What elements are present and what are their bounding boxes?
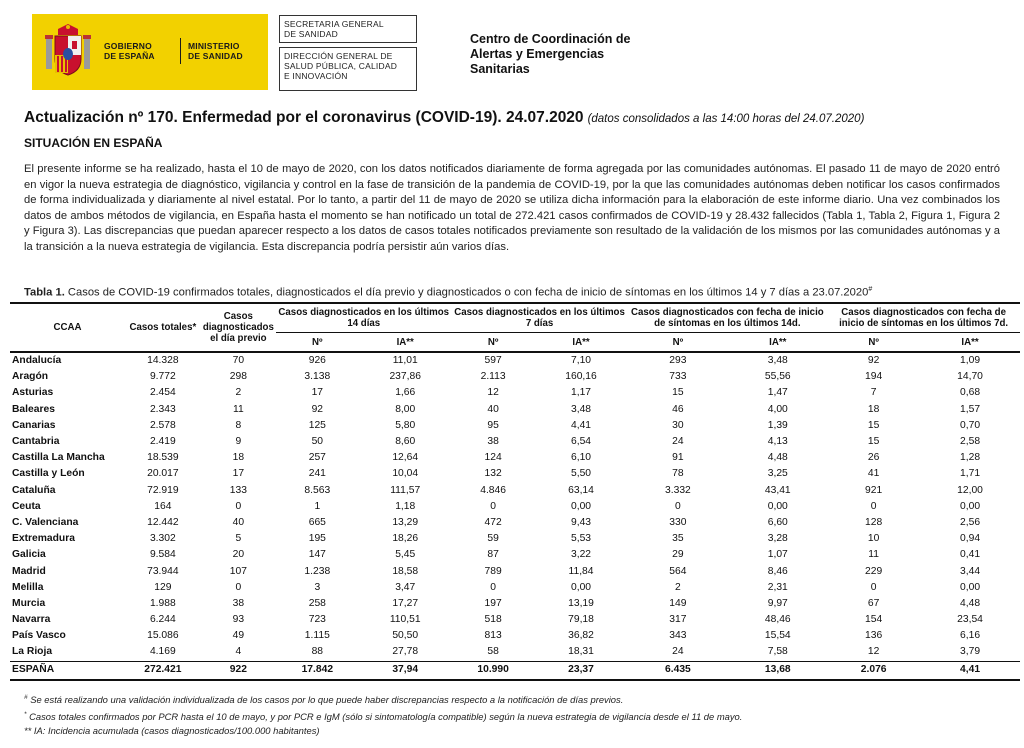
value-cell: 241	[308, 468, 326, 480]
value-cell: 35	[672, 533, 684, 545]
logo-divider	[180, 38, 181, 64]
ccaa-cell: Andalucía	[12, 355, 62, 367]
footnote-mark: *	[24, 710, 27, 718]
value-cell: 18.539	[147, 452, 179, 464]
value-cell: 5,45	[395, 549, 416, 561]
table-row	[10, 628, 1020, 644]
value-cell: 23,54	[957, 614, 983, 626]
value-cell: 0	[675, 500, 681, 512]
value-cell: 194	[865, 371, 883, 383]
total-value-cell: 17.842	[276, 661, 359, 680]
value-cell: 0,00	[960, 500, 981, 512]
value-cell: 0	[490, 581, 496, 593]
value-cell: 6,16	[960, 630, 981, 642]
value-cell: 5,80	[395, 419, 416, 431]
footnote	[24, 691, 742, 708]
ccaa-cell: Aragón	[12, 371, 49, 383]
value-cell: 293	[669, 355, 687, 367]
value-cell: 50	[311, 436, 324, 448]
value-cell: 55,56	[764, 371, 791, 383]
sub-ia-header: IA**	[920, 333, 1020, 353]
ccaa-cell: C. Valenciana	[12, 516, 79, 528]
direccion-box: DIRECCIÓN GENERAL DE SALUD PÚBLICA, CALIDAD E INNOVACIÓN	[279, 47, 417, 91]
total-value-cell: 272.421	[125, 661, 201, 680]
total-row	[10, 661, 1020, 680]
ccaa-cell: Murcia	[12, 597, 46, 609]
value-cell: 813	[484, 630, 502, 642]
value-cell: 15	[867, 436, 880, 448]
table-row	[10, 483, 1020, 499]
value-cell: 72.919	[147, 484, 179, 496]
value-cell: 18	[232, 452, 245, 464]
value-cell: 12,64	[392, 452, 419, 464]
value-cell: 12,00	[957, 484, 983, 496]
value-cell: 27,78	[359, 644, 452, 661]
ministry-label: MINISTERIO DE SANIDAD	[188, 41, 243, 61]
value-cell: 125	[308, 419, 326, 431]
intro-paragraph: El presente informe se ha realizado, hasta el 10 de mayo de 2020, con los datos notificados diariamente de forma agregada por las comunidades autónomas. El pasado 11 de mayo de 2020 entró en vigor la nueva estrategia de diagnóstico, vigilancia y control en la fase de transición de la pandemia de COVID-19, por la que las comunidades autónomas deben notificar los casos confirmados de forma individualizada y diariamente al nivel estatal. Por lo tanto, a partir del 11 de mayo de 2020 se utiliza dicha información para la elaboración de este informe diario. Una vez combinados los datos de ambos métodos de vigilancia, en España hasta el momento se han notificado un total de 272.421 casos confirmados de COVID-19 y 28.432 fallecidos (Tabla 1, Tabla 2, Figura 1, Figura 2 y Figura 3). Las discrepancias que puedan aparecer respecto a los datos de casos totales notificados previamente son resultado de la validación de los mismos por las comunidades autónomas y a la transición a la nueva estrategia de vigilancia. Esta discrepancia podría persistir aún varios días.	[24, 163, 1000, 253]
value-cell: 1.238	[304, 565, 331, 577]
value-cell: 18,31	[535, 644, 628, 661]
gov-spain-label: GOBIERNO DE ESPAÑA	[104, 41, 155, 61]
value-cell: 14.328	[147, 355, 179, 367]
ccaa-cell: Extremadura	[12, 533, 75, 545]
table-caption-text: Casos de COVID-19 confirmados totales, diagnosticados el día previo y diagnosticados o con fecha de inicio de síntomas en los últimos 14 y 7 días a 23.07.2020	[64, 286, 869, 299]
title-main: Actualización nº 170. Enfermedad por el coronavirus (COVID-19). 24.07.2020	[24, 109, 584, 126]
value-cell: 4	[201, 644, 276, 661]
value-cell: 24	[627, 644, 728, 661]
total-value-cell: 10.990	[452, 661, 535, 680]
total-value-cell: 2.076	[827, 661, 920, 680]
value-cell: 29	[672, 549, 684, 561]
value-cell: 3	[314, 581, 321, 593]
value-cell: 10,04	[392, 468, 419, 480]
value-cell: 20	[232, 549, 245, 561]
ccaa-cell: Asturias	[12, 387, 54, 399]
value-cell: 8,46	[767, 565, 788, 577]
footnote-text: Casos totales confirmados por PCR hasta el 10 de mayo, y por PCR e IgM (sólo si sintomatología compatible) según la nueva estrategia de vigilancia desde el 11 de mayo.	[26, 710, 743, 722]
value-cell: 8,00	[395, 403, 416, 415]
table-row	[10, 580, 1020, 596]
sub-ia-header: IA**	[535, 333, 628, 353]
value-cell: 38	[232, 597, 245, 609]
value-cell: 0,68	[960, 387, 981, 399]
cases-table	[10, 302, 1020, 681]
table-row	[10, 369, 1020, 385]
value-cell: 9	[235, 436, 242, 448]
value-cell: 79,18	[568, 614, 594, 626]
value-cell: 111,57	[390, 484, 421, 496]
value-cell: 258	[308, 597, 326, 609]
value-cell: 9,97	[767, 597, 788, 609]
value-cell: 93	[232, 614, 245, 626]
value-cell: 0,70	[960, 419, 981, 431]
value-cell: 160,16	[565, 371, 597, 383]
value-cell: 1.988	[149, 597, 176, 609]
ccaa-cell: País Vasco	[12, 630, 66, 642]
value-cell: 24	[672, 436, 684, 448]
ccaa-cell: Navarra	[12, 614, 51, 626]
value-cell: 6,60	[767, 516, 788, 528]
value-cell: 1,09	[960, 355, 981, 367]
value-cell: 9,43	[570, 516, 592, 528]
value-cell: 17	[311, 387, 324, 399]
value-cell: 3,25	[767, 468, 788, 480]
value-cell: 3,79	[920, 644, 1020, 661]
value-cell: 124	[484, 452, 502, 464]
value-cell: 67	[867, 597, 880, 609]
value-cell: 11,84	[568, 565, 594, 577]
value-cell: 9.772	[149, 371, 176, 383]
value-cell: 10	[867, 533, 880, 545]
total-value-cell: 6.435	[627, 661, 728, 680]
value-cell: 91	[672, 452, 684, 464]
footnote	[24, 724, 742, 739]
value-cell: 92	[311, 403, 324, 415]
value-cell: 63,14	[568, 484, 594, 496]
value-cell: 129	[154, 581, 172, 593]
value-cell: 149	[669, 597, 687, 609]
value-cell: 48,46	[764, 614, 791, 626]
value-cell: 564	[669, 565, 687, 577]
value-cell: 8.563	[304, 484, 331, 496]
value-cell: 926	[308, 355, 326, 367]
footnote-text: ** IA: Incidencia acumulada (casos diagnosticados/100.000 habitantes)	[24, 725, 320, 737]
table-row	[10, 531, 1020, 547]
value-cell: 472	[484, 516, 502, 528]
value-cell: 317	[669, 614, 687, 626]
table-caption	[24, 286, 872, 299]
value-cell: 597	[484, 355, 502, 367]
value-cell: 12.442	[147, 516, 179, 528]
group-header-7d: Casos diagnosticados en los últimos 7 días	[452, 303, 628, 333]
value-cell: 18,26	[392, 533, 419, 545]
value-cell: 197	[484, 597, 502, 609]
value-cell: 133	[229, 484, 247, 496]
total-value-cell: 23,37	[535, 661, 628, 680]
ccaa-cell: Baleares	[12, 403, 55, 415]
value-cell: 5,50	[570, 468, 592, 480]
footnote-mark: #	[24, 694, 28, 701]
value-cell: 1,71	[960, 468, 981, 480]
value-cell: 40	[487, 403, 499, 415]
value-cell: 3.138	[304, 371, 331, 383]
value-cell: 1,57	[960, 403, 981, 415]
value-cell: 298	[229, 371, 247, 383]
value-cell: 0	[870, 500, 877, 512]
value-cell: 921	[865, 484, 883, 496]
coat-of-arms-icon	[44, 23, 92, 79]
value-cell: 136	[865, 630, 883, 642]
value-cell: 0	[870, 581, 877, 593]
value-cell: 7,10	[570, 355, 592, 367]
value-cell: 8,60	[395, 436, 416, 448]
value-cell: 49	[232, 630, 245, 642]
value-cell: 3,48	[570, 403, 592, 415]
ccaa-cell: Ceuta	[12, 500, 41, 512]
sub-n-header: Nº	[827, 333, 920, 353]
value-cell: 733	[669, 371, 687, 383]
value-cell: 8	[235, 419, 242, 431]
value-cell: 26	[867, 452, 880, 464]
value-cell: 78	[672, 468, 684, 480]
table-caption-label: Tabla 1.	[24, 286, 65, 299]
value-cell: 13,19	[568, 597, 594, 609]
value-cell: 87	[487, 549, 499, 561]
value-cell: 3,22	[570, 549, 592, 561]
value-cell: 3.332	[665, 484, 691, 496]
total-value-cell: 4,41	[920, 661, 1020, 680]
value-cell: 7,58	[728, 644, 827, 661]
section-subtitle: SITUACIÓN EN ESPAÑA	[24, 136, 163, 150]
value-cell: 3,28	[767, 533, 788, 545]
total-value-cell: 13,68	[728, 661, 827, 680]
table-row	[10, 352, 1020, 369]
value-cell: 50,50	[392, 630, 419, 642]
sub-n-header: Nº	[627, 333, 728, 353]
table-body	[10, 352, 1020, 680]
value-cell: 6.244	[149, 614, 176, 626]
sub-ia-header: IA**	[728, 333, 827, 353]
value-cell: 43,41	[764, 484, 791, 496]
value-cell: 1,18	[395, 500, 416, 512]
ccaa-cell: Madrid	[12, 565, 46, 577]
value-cell: 128	[865, 516, 883, 528]
value-cell: 0,00	[960, 581, 981, 593]
table-row	[10, 402, 1020, 418]
table-row	[10, 612, 1020, 628]
value-cell: 3,48	[767, 355, 788, 367]
ccaa-cell: Castilla y León	[12, 468, 85, 480]
value-cell: 154	[865, 614, 883, 626]
value-cell: 0,94	[960, 533, 981, 545]
ccaa-cell: Galicia	[12, 549, 46, 561]
table-row	[10, 466, 1020, 482]
col-ccaa-header: CCAA	[10, 303, 125, 352]
value-cell: 14,70	[957, 371, 983, 383]
table-row	[10, 596, 1020, 612]
value-cell: 6,10	[570, 452, 592, 464]
value-cell: 46	[672, 403, 684, 415]
total-value-cell: 922	[201, 661, 276, 680]
value-cell: 229	[865, 565, 883, 577]
ccaa-cell: Cantabria	[12, 436, 60, 448]
total-value-cell: 37,94	[359, 661, 452, 680]
value-cell: 2.578	[149, 419, 176, 431]
table-caption-sup: #	[868, 286, 873, 293]
secretaria-box: SECRETARIA GENERAL DE SANIDAD	[279, 15, 417, 43]
ccaa-cell: La Rioja	[10, 644, 125, 661]
value-cell: 73.944	[147, 565, 179, 577]
ccaa-cell: Canarias	[12, 419, 56, 431]
table-row	[10, 563, 1020, 579]
value-cell: 1,47	[767, 387, 788, 399]
value-cell: 4,00	[767, 403, 788, 415]
value-cell: 0,00	[570, 581, 592, 593]
value-cell: 40	[232, 516, 245, 528]
value-cell: 12	[827, 644, 920, 661]
value-cell: 36,82	[568, 630, 594, 642]
value-cell: 2.454	[149, 387, 176, 399]
value-cell: 0,41	[960, 549, 981, 561]
ccaa-cell: Castilla La Mancha	[12, 452, 105, 464]
value-cell: 88	[276, 644, 359, 661]
value-cell: 107	[229, 565, 247, 577]
table-row	[10, 547, 1020, 563]
value-cell: 164	[154, 500, 172, 512]
value-cell: 70	[232, 355, 245, 367]
sub-n-header: Nº	[452, 333, 535, 353]
value-cell: 1,28	[960, 452, 981, 464]
value-cell: 147	[308, 549, 326, 561]
value-cell: 2	[235, 387, 242, 399]
value-cell: 58	[452, 644, 535, 661]
value-cell: 92	[867, 355, 880, 367]
table-row	[10, 644, 1020, 661]
sub-ia-header: IA**	[359, 333, 452, 353]
value-cell: 9.584	[149, 549, 176, 561]
value-cell: 7	[870, 387, 877, 399]
table-row	[10, 515, 1020, 531]
footnotes	[24, 691, 742, 739]
value-cell: 110,51	[389, 614, 421, 626]
report-title	[24, 109, 864, 127]
value-cell: 4,13	[767, 436, 788, 448]
value-cell: 59	[487, 533, 499, 545]
footnote-text: Se está realizando una validación individualizada de los casos por lo que puede haber discrepancias respecto a la notificación de días previos.	[27, 694, 624, 706]
consolidated-note: (datos consolidados a las 14:00 horas del 24.07.2020)	[587, 113, 865, 125]
value-cell: 2,56	[960, 516, 981, 528]
value-cell: 0	[235, 581, 242, 593]
value-cell: 18	[867, 403, 880, 415]
value-cell: 1	[314, 500, 321, 512]
value-cell: 5,53	[570, 533, 592, 545]
government-logo	[32, 14, 268, 90]
value-cell: 2.419	[149, 436, 176, 448]
value-cell: 789	[484, 565, 502, 577]
value-cell: 38	[487, 436, 499, 448]
value-cell: 4,48	[767, 452, 788, 464]
value-cell: 5	[235, 533, 242, 545]
table-row	[10, 385, 1020, 401]
value-cell: 1,17	[570, 387, 592, 399]
value-cell: 2	[675, 581, 681, 593]
coordination-center-title: Centro de Coordinación de Alertas y Emergencias Sanitarias	[470, 32, 631, 76]
value-cell: 665	[308, 516, 326, 528]
value-cell: 1,66	[395, 387, 416, 399]
group-header-14d: Casos diagnosticados en los últimos 14 días	[276, 303, 452, 333]
value-cell: 41	[867, 468, 880, 480]
ccaa-cell: Cataluña	[12, 484, 56, 496]
value-cell: 11	[868, 549, 879, 561]
value-cell: 4.169	[125, 644, 201, 661]
document-header	[0, 0, 1024, 96]
value-cell: 330	[669, 516, 687, 528]
group-header-sym-7d: Casos diagnosticados con fecha de inicio de síntomas en los últimos 7d.	[827, 303, 1020, 333]
table-row	[10, 450, 1020, 466]
table-row	[10, 499, 1020, 515]
value-cell: 13,29	[392, 516, 419, 528]
value-cell: 1,39	[767, 419, 788, 431]
col-prev-header: Casos diagnosticados el día previo	[201, 303, 276, 352]
value-cell: 0,00	[570, 500, 592, 512]
sub-n-header: Nº	[276, 333, 359, 353]
value-cell: 15,54	[764, 630, 791, 642]
value-cell: 1.115	[304, 630, 330, 642]
value-cell: 95	[487, 419, 499, 431]
value-cell: 0	[235, 500, 242, 512]
value-cell: 343	[669, 630, 687, 642]
value-cell: 2.113	[480, 371, 506, 383]
value-cell: 15.086	[147, 630, 179, 642]
value-cell: 12	[487, 387, 499, 399]
table-row	[10, 418, 1020, 434]
value-cell: 0,00	[767, 500, 788, 512]
value-cell: 4,48	[960, 597, 981, 609]
value-cell: 15	[867, 419, 880, 431]
value-cell: 4.846	[480, 484, 506, 496]
value-cell: 15	[672, 387, 684, 399]
value-cell: 6,54	[570, 436, 592, 448]
value-cell: 4,41	[570, 419, 592, 431]
value-cell: 195	[308, 533, 326, 545]
table-row	[10, 434, 1020, 450]
footnote	[24, 708, 742, 725]
ccaa-cell: Melilla	[12, 581, 44, 593]
value-cell: 518	[484, 614, 502, 626]
value-cell: 11	[232, 403, 244, 415]
value-cell: 3,47	[395, 581, 416, 593]
value-cell: 132	[484, 468, 502, 480]
value-cell: 11,01	[392, 355, 418, 367]
value-cell: 17	[232, 468, 245, 480]
col-total-header: Casos totales*	[125, 303, 201, 352]
value-cell: 20.017	[147, 468, 179, 480]
value-cell: 0	[490, 500, 496, 512]
group-header-sym-14d: Casos diagnosticados con fecha de inicio de síntomas en los últimos 14d.	[627, 303, 827, 333]
value-cell: 237,86	[389, 371, 421, 383]
value-cell: 2.343	[149, 403, 176, 415]
value-cell: 1,07	[767, 549, 788, 561]
value-cell: 2,58	[960, 436, 981, 448]
value-cell: 723	[308, 614, 326, 626]
value-cell: 3,44	[960, 565, 981, 577]
value-cell: 2,31	[767, 581, 788, 593]
value-cell: 3.302	[149, 533, 176, 545]
total-label-cell: ESPAÑA	[10, 661, 125, 680]
value-cell: 17,27	[392, 597, 419, 609]
value-cell: 18,58	[392, 565, 419, 577]
value-cell: 30	[672, 419, 684, 431]
value-cell: 257	[308, 452, 326, 464]
